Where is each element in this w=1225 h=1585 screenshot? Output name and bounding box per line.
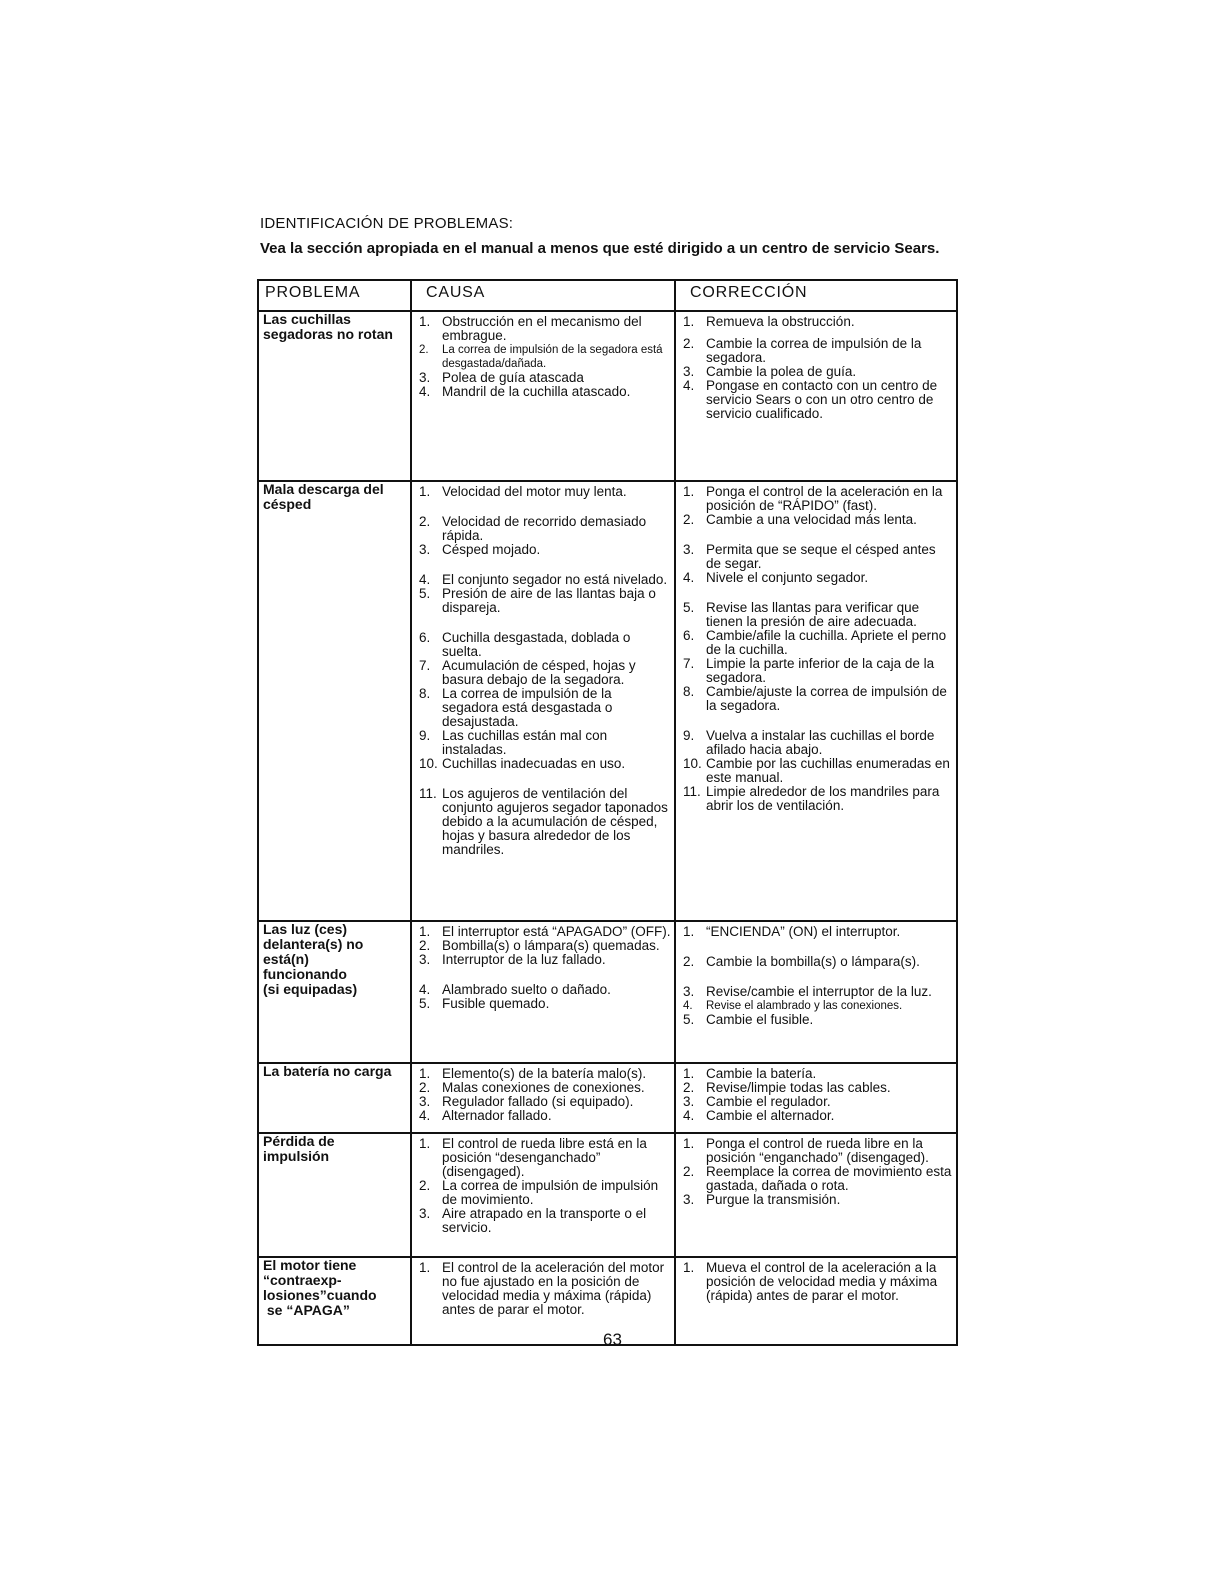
- list-item: 7. Acumulación de césped, hojas y basura debajo de la segadora.: [419, 658, 636, 687]
- list-item: 1. “ENCIENDA” (ON) el interruptor.: [683, 924, 901, 939]
- list-item: 1. El interruptor está “APAGADO” (OFF).: [419, 924, 671, 939]
- list-item: 3. Interruptor de la luz fallado.: [419, 952, 606, 967]
- list-item: 3. Revise/cambie el interruptor de la luz.: [683, 984, 932, 999]
- list-item: 1. Obstrucción en el mecanismo del embrague.: [419, 314, 642, 343]
- list-item: 3. Purgue la transmisión.: [683, 1192, 841, 1207]
- problem-cell: La batería no carga: [258, 1063, 411, 1133]
- list-item: 3. Regulador fallado (si equipado).: [419, 1094, 634, 1109]
- section-instruction: Vea la sección apropiada en el manual a menos que esté dirigido a un centro de servicio Sears.: [260, 240, 940, 257]
- list-item: 1. Remueva la obstrucción.: [683, 314, 855, 329]
- list-item: 2. Revise/limpie todas las cables.: [683, 1080, 891, 1095]
- problem-cell: El motor tiene “contraexp- losiones”cuando se “APAGA”: [258, 1257, 411, 1345]
- page-number: 63: [603, 1330, 622, 1349]
- list-item: 1. Ponga el control de rueda libre en la posición “enganchado” (disengaged).: [683, 1136, 929, 1165]
- list-item: 3. Aire atrapado en la transporte o el servicio.: [419, 1206, 647, 1235]
- list-item: 2. Cambie a una velocidad más lenta.: [683, 512, 917, 527]
- list-item: 3. Polea de guía atascada: [419, 370, 584, 385]
- column-header-causa: CAUSA: [411, 280, 675, 311]
- cause-cell: [411, 481, 675, 921]
- list-item: 1. Cambie la batería.: [683, 1066, 817, 1081]
- section-title: IDENTIFICACIÓN DE PROBLEMAS:: [260, 215, 514, 232]
- list-item: 1. Velocidad del motor muy lenta.: [419, 484, 627, 499]
- list-item: 2. La correa de impulsión de impulsión de movimiento.: [419, 1178, 659, 1207]
- list-item: 2. Bombilla(s) o lámpara(s) quemadas.: [419, 938, 660, 953]
- list-item: 1. Ponga el control de la aceleración en la posición de “RÁPIDO” (fast).: [683, 484, 943, 513]
- list-item: 11. Los agujeros de ventilación del conjunto agujeros segador taponados debido a la acumulación de césped, hojas y basura alrededor de los mandriles.: [419, 786, 668, 857]
- table-row: [258, 311, 957, 481]
- problem-cell: Las cuchillas segadoras no rotan: [258, 311, 411, 481]
- list-item: 4. El conjunto segador no está nivelado.: [419, 572, 668, 587]
- list-item: 3. Cambie la polea de guía.: [683, 364, 857, 379]
- list-item: 2. Cambie la correa de impulsión de la segadora.: [683, 336, 922, 365]
- list-item: 4. Nivele el conjunto segador.: [683, 570, 869, 585]
- list-item: 7. Limpie la parte inferior de la caja de la segadora.: [683, 656, 935, 685]
- list-item: 4. Revise el alambrado y las conexiones.: [683, 1000, 903, 1012]
- list-item: 4. Cambie el alternador.: [683, 1108, 835, 1123]
- list-item: 2. Velocidad de recorrido demasiado rápida.: [419, 514, 647, 543]
- correction-cell: [675, 921, 957, 1063]
- list-item: 5. Fusible quemado.: [419, 996, 550, 1011]
- list-item: 4. Alambrado suelto o dañado.: [419, 982, 611, 997]
- problem-cell: Pérdida de impulsión: [258, 1133, 411, 1257]
- list-item: 8. La correa de impulsión de la segadora está desgastada o desajustada.: [419, 686, 613, 729]
- list-item: 5. Revise las llantas para verificar que tienen la presión de aire adecuada.: [683, 600, 920, 629]
- correction-cell: [675, 1063, 957, 1133]
- table-row: [258, 481, 957, 921]
- list-item: 10. Cuchillas inadecuadas en uso.: [419, 756, 626, 771]
- list-item: 5. Cambie el fusible.: [683, 1012, 814, 1027]
- column-header-correccion: CORRECCIÓN: [675, 280, 957, 311]
- page-heading: [260, 215, 960, 258]
- list-item: 2. Malas conexiones de conexiones.: [419, 1080, 645, 1095]
- list-item: 1. El control de la aceleración del motor no fue ajustado en la posición de velocidad media y máxima (rápida) antes de parar el motor.: [419, 1260, 665, 1317]
- list-item: 11. Limpie alrededor de los mandriles para abrir los de ventilación.: [683, 784, 940, 813]
- list-item: 2. Reemplace la correa de movimiento esta gastada, dañada o rota.: [683, 1164, 952, 1193]
- list-item: 6. Cuchilla desgastada, doblada o suelta.: [419, 630, 631, 659]
- list-item: 10. Cambie por las cuchillas enumeradas en este manual.: [683, 756, 950, 785]
- list-item: 3. Césped mojado.: [419, 542, 541, 557]
- list-item: 4. Mandril de la cuchilla atascado.: [419, 384, 631, 399]
- list-item: 1. Mueva el control de la aceleración a la posición de velocidad media y máxima (rápida) antes de parar el motor.: [683, 1260, 938, 1303]
- cause-cell: [411, 921, 675, 1063]
- cause-cell: [411, 1133, 675, 1257]
- list-item: 2. La correa de impulsión de la segadora está desgastada/dañada.: [419, 344, 663, 370]
- table-row: [258, 921, 957, 1063]
- cause-cell: [411, 1063, 675, 1133]
- list-item: 4. Pongase en contacto con un centro de servicio Sears o con un otro centro de servicio cualificado.: [683, 378, 938, 421]
- table-row: [258, 1133, 957, 1257]
- list-item: 5. Presión de aire de las llantas baja o dispareja.: [419, 586, 656, 615]
- list-item: 9. Vuelva a instalar las cuchillas el borde afilado hacia abajo.: [683, 728, 935, 757]
- list-item: 1. Elemento(s) de la batería malo(s).: [419, 1066, 647, 1081]
- list-item: 1. El control de rueda libre está en la posición “desenganchado” (disengaged).: [419, 1136, 647, 1179]
- correction-cell: [675, 311, 957, 481]
- list-item: 3. Permita que se seque el césped antes de segar.: [683, 542, 936, 571]
- column-header-problema: PROBLEMA: [258, 280, 411, 311]
- troubleshooting-table: [257, 279, 958, 1346]
- list-item: 8. Cambie/ajuste la correa de impulsión de la segadora.: [683, 684, 947, 713]
- cause-cell: [411, 311, 675, 481]
- list-item: 4. Alternador fallado.: [419, 1108, 552, 1123]
- list-item: 2. Cambie la bombilla(s) o lámpara(s).: [683, 954, 920, 969]
- list-item: 3. Cambie el regulador.: [683, 1094, 831, 1109]
- table-row: [258, 1063, 957, 1133]
- problem-cell: Las luz (ces) delantera(s) no está(n) funcionando (si equipadas): [258, 921, 411, 1063]
- correction-cell: [675, 481, 957, 921]
- correction-cell: [675, 1133, 957, 1257]
- list-item: 6. Cambie/afile la cuchilla. Apriete el perno de la cuchilla.: [683, 628, 947, 657]
- list-item: 9. Las cuchillas están mal con instaladas.: [419, 728, 608, 757]
- problem-cell: Mala descarga del césped: [258, 481, 411, 921]
- table-header-row: [258, 280, 957, 311]
